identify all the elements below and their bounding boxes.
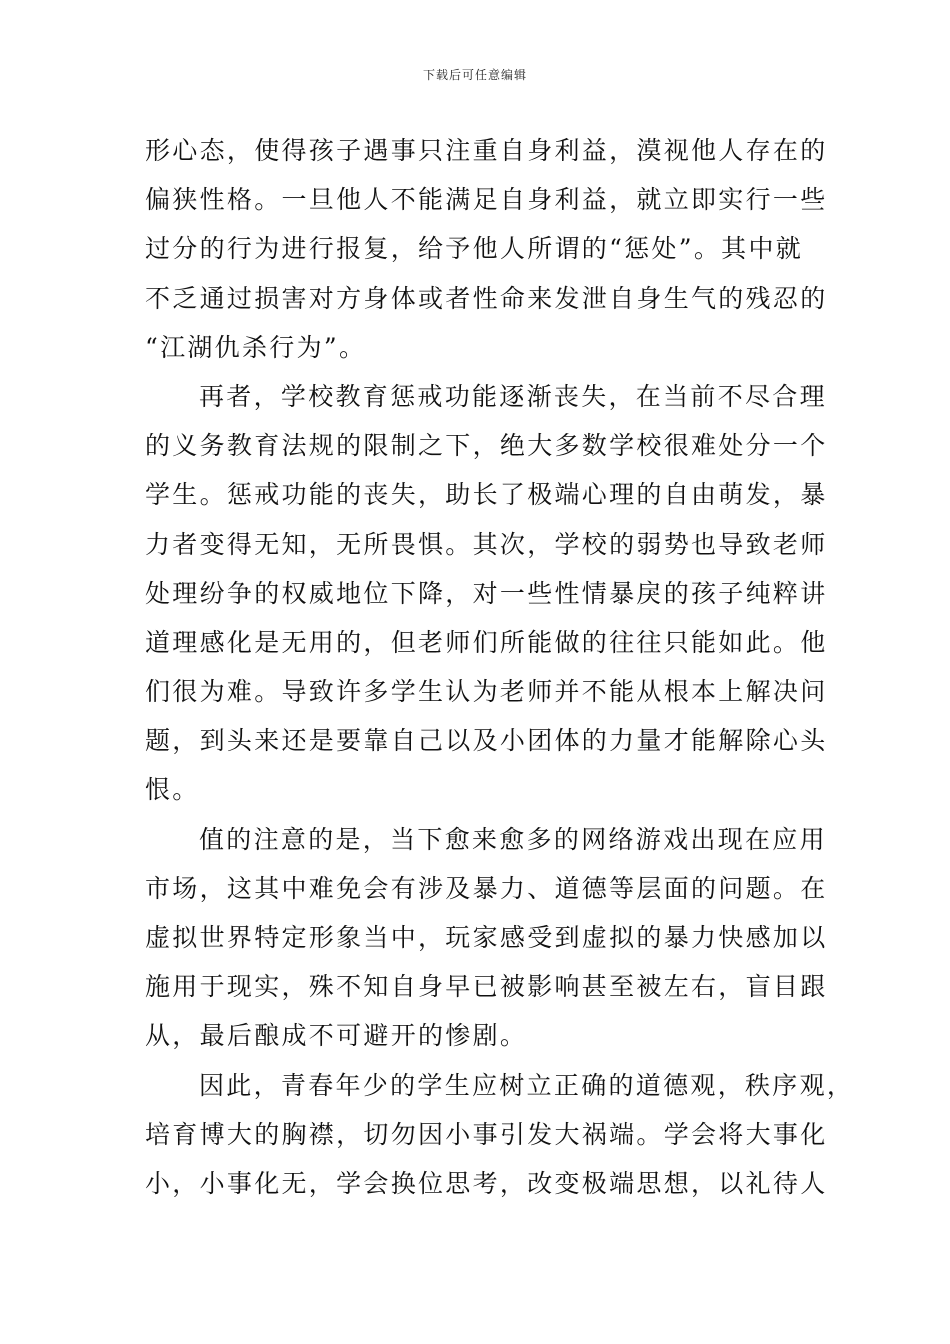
text-line: 值的注意的是，当下愈来愈多的网络游戏出现在应用 <box>199 824 827 854</box>
text-line: 过分的行为进行报复，给予他人所谓的“惩处”。其中就 <box>145 234 804 264</box>
document-body <box>145 126 855 1208</box>
text-line: 道理感化是无用的，但老师们所能做的往往只能如此。他 <box>145 627 828 657</box>
text-line: 的义务教育法规的限制之下，绝大多数学校很难处分一个 <box>145 431 828 461</box>
text-line: 从，最后酿成不可避开的惨剧。 <box>145 1021 528 1051</box>
text-line: 施用于现实，殊不知自身早已被影响甚至被左右，盲目跟 <box>145 972 828 1002</box>
text-line: “江湖仇杀行为”。 <box>145 332 367 362</box>
text-line: 处理纷争的权威地位下降，对一些性情暴戾的孩子纯粹讲 <box>145 578 828 608</box>
text-line: 虚拟世界特定形象当中，玩家感受到虚拟的暴力快感加以 <box>145 923 828 952</box>
text-line: 市场，这其中难免会有涉及暴力、道德等层面的问题。在 <box>145 873 828 903</box>
text-line: 们很为难。导致许多学生认为老师并不能从根本上解决问 <box>145 677 828 707</box>
text-line: 因此，青春年少的学生应树立正确的道德观，秩序观， <box>199 1070 855 1100</box>
text-line: 力者变得无知，无所畏惧。其次，学校的弱势也导致老师 <box>145 529 828 559</box>
text-line: 小，小事化无，学会换位思考，改变极端思想，以礼待人 <box>145 1168 828 1198</box>
page-header: 下载后可任意编辑 <box>422 68 527 82</box>
text-line: 培育博大的胸襟，切勿因小事引发大祸端。学会将大事化 <box>145 1119 828 1149</box>
text-line: 恨。 <box>145 775 200 805</box>
text-line: 再者，学校教育惩戒功能逐渐丧失，在当前不尽合理 <box>199 381 827 411</box>
text-line: 偏狭性格。一旦他人不能满足自身利益，就立即实行一些 <box>145 185 828 215</box>
text-line: 题，到头来还是要靠自己以及小团体的力量才能解除心头 <box>145 726 828 756</box>
text-line: 学生。惩戒功能的丧失，助长了极端心理的自由萌发，暴 <box>145 480 828 510</box>
text-line: 不乏通过损害对方身体或者性命来发泄自身生气的残忍的 <box>145 283 828 313</box>
text-line: 形心态，使得孩子遇事只注重自身利益，漠视他人存在的 <box>145 136 828 165</box>
